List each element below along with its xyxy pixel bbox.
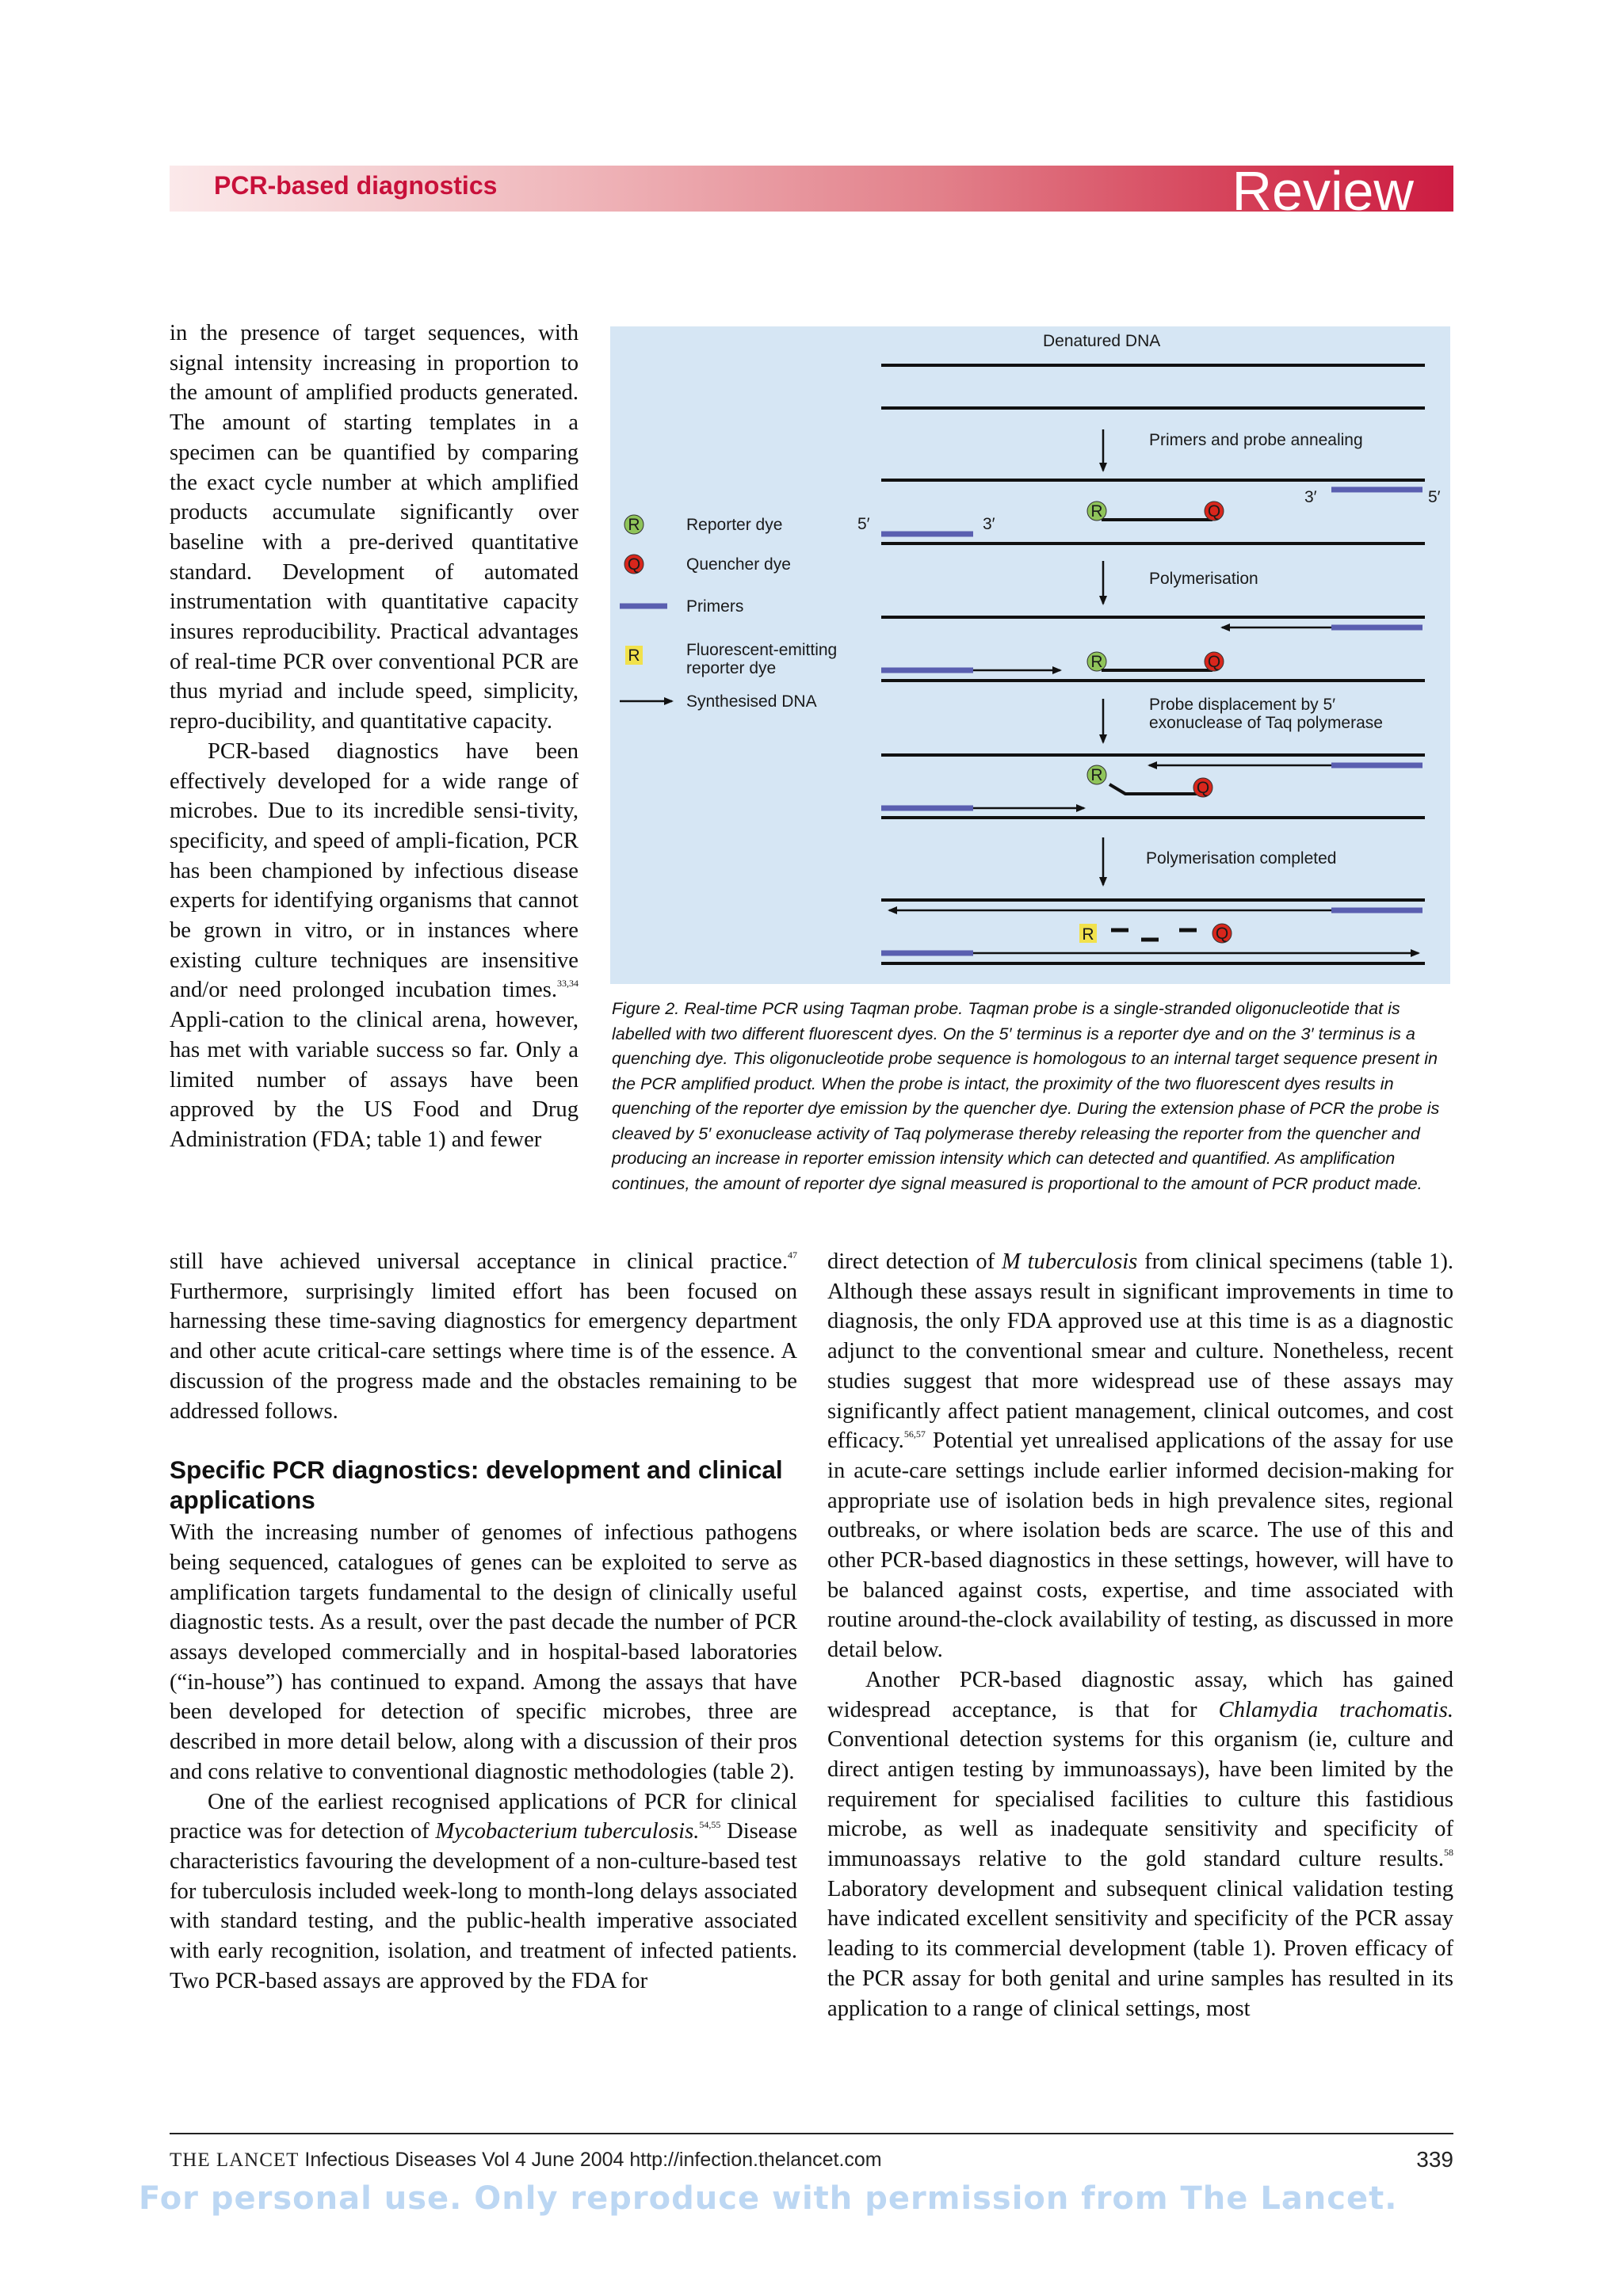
paragraph: With the increasing number of genomes of infectious pathogens being sequenced, catalogues of genes can be exploited to serve as amplification targets fundamental to the design of clinically useful diagnostic tests. As a result, over the past decade the number of PCR assays developed commercially and in hospital-based laboratories (“in-house”) has continued to expand. Among the assays that have been developed for detection of specific microbes, three are described in more detail below, along with a discussion of their pros and cons relative to conventional diagnostic methodologies (table 2). [170,1520,797,1784]
svg-text:R: R [1082,925,1094,944]
permission-watermark: For personal use. Only reproduce with permission from The Lancet. [139,2180,1398,2217]
end-label-3prime: 3′ [1304,488,1317,506]
legend-quencher: Quencher dye [686,555,791,574]
legend-fluorescent: reporter dye [686,659,777,677]
step-label-displacement: Probe displacement by 5′ [1149,696,1336,714]
displaced-probe [1109,784,1197,794]
reference-superscript: 56,57 [903,1428,926,1440]
legend-synthesised: Synthesised DNA [686,692,817,711]
reference-superscript: 58 [1444,1847,1453,1859]
page-number: 339 [1416,2147,1453,2172]
legend-reporter: Reporter dye [686,516,783,534]
step-label-polymerisation: Polymerisation [1149,570,1258,588]
legend-fluorescent: Fluorescent-emitting [686,641,838,659]
text-column-lower-right [827,1247,1453,2023]
step-label-denatured: Denatured DNA [1043,332,1161,350]
svg-text:R: R [628,646,640,665]
footer-citation: THE LANCET Infectious Diseases Vol 4 June 2004 http://infection.thelancet.com [170,2149,882,2171]
end-label-5prime: 5′ [1428,488,1441,506]
figure-2-diagram [610,326,1450,984]
text-column-upper-left [170,318,579,1155]
text-column-lower-left [170,1247,797,1996]
svg-text:Q: Q [627,555,641,574]
svg-text:R: R [1090,766,1103,784]
reference-superscript: 33,34 [557,978,579,990]
svg-text:R: R [1090,502,1103,521]
figure-legend [620,515,837,711]
paragraph: still have achieved universal acceptance in clinical practice.$^{47}$ Furthermore, surprisingly limited effort has been focused on harnessing these time-saving diagnostics for emergency department and other acute critical-care settings where time is of the essence. A discussion of the progress made and the obstacles remaining to be addressed follows. [170,1249,797,1424]
article-type-label: Review [1232,163,1414,212]
svg-text:R: R [628,516,640,534]
step-label-annealing: Primers and probe annealing [1149,431,1363,449]
svg-text:Q: Q [1196,779,1210,797]
section-title: PCR-based diagnostics [214,171,498,200]
step-label-completed: Polymerisation completed [1146,849,1337,868]
step-label-displacement: exonuclease of Taq polymerase [1149,714,1383,732]
end-label-3prime: 3′ [983,515,995,533]
end-label-5prime: 5′ [857,515,870,533]
paragraph: Another PCR-based diagnostic assay, which has gained widespread acceptance, is that for Chlamydia trachomatis. Conventional detection systems for this organism (ie, culture and direct antigen testing by immunoassays), have been limited by the requirement for specialised facilities to culture this fastidious microbe, as well as inadequate sensitivity and specificity of immunoassays relative to the gold standard culture results.$^{58}$ Laboratory development and subsequent clinical validation testing have indicated excellent sensitivity and specificity of the PCR assay leading to its commercial development (table 1). Proven efficacy of the PCR assay for both genital and urine samples has resulted in its application to a range of clinical settings, most [827,1667,1453,2021]
paragraph: PCR-based diagnostics have been effectively developed for a wide range of microbes. Due to its incredible sensi-tivity, specificity, and speed of ampli-fication, PCR has been championed by infectious disease experts for identifying organisms that cannot be grown in vitro, or in instances where existing culture techniques are insensitive and/or need prolonged incubation times.$^{33,34}$ Appli-cation to the clinical arena, however, has met with variable success so far. Only a limited number of assays have been approved by the US Food and Drug Administration (FDA; table 1) and fewer [170,738,579,1152]
svg-text:R: R [1090,653,1103,671]
svg-text:Q: Q [1207,653,1221,671]
paragraph: in the presence of target sequences, with signal intensity increasing in proportion to the amount of amplified products generated. The amount of starting templates in a specimen can be quantified by comparing the exact cycle number at which amplified products accumulate significantly over baseline with a pre-derived quantitative standard. Development of automated instrumentation with quantitative capacity insures reproducibility. Practical advantages of real-time PCR over conventional PCR are thus myriad and include speed, simplicity, repro-ducibility, and quantitative capacity. [170,321,579,734]
svg-text:Q: Q [1207,502,1221,521]
figure-caption: Figure 2. Real-time PCR using Taqman probe. Taqman probe is a single-stranded oligonucleotide that is labelled with two different fluorescent dyes. On the 5′ terminus is a reporter dye and on the 3′ terminus is a quenching dye. This oligonucleotide probe sequence is homologous to an internal target sequence present in the PCR amplified product. When the probe is intact, the proximity of the two fluorescent dyes results in quenching of the reporter dye emission by the quencher dye. During the extension phase of PCR the probe is cleaved by 5′ exonuclease activity of Taq polymerase thereby releasing the reporter from the quencher and producing an increase in reporter emission intensity which can detected and quantified. As amplification continues, the amount of reporter dye signal measured is proportional to the amount of PCR product made. [612,998,1440,1193]
footer-divider [170,2133,1453,2134]
paragraph: One of the earliest recognised applications of PCR for clinical practice was for detection of Mycobacterium tuberculosis.$^{54,55}$ Disease characteristics favouring the development of a non-culture-based test for tuberculosis included week-long to month-long delays associated with standard testing, and the public-health imperative associated with early recognition, isolation, and treatment of infected patients. Two PCR-based assays are approved by the FDA for [170,1789,798,1993]
paragraph: direct detection of M tuberculosis from clinical specimens (table 1). Although these assays result in significant improvements in time to diagnosis, the only FDA approved use at this time is as a diagnostic adjunct to the conventional smear and culture. Nonetheless, recent studies suggest that more widespread use of these assays may significantly affect patient management, clinical outcomes, and cost efficacy.$^{56,57}$ Potential yet unrealised applications of the assay for use in acute-care settings include earlier informed decision-making for appropriate use of isolation beds in high prevalence sites, regional outbreaks, or where isolation beds are scarce. The use of this and other PCR-based diagnostics in these settings, however, will have to be balanced against costs, expertise, and time associated with routine around-the-clock availability of testing, as discussed in more detail below. [827,1249,1454,1663]
section-heading: Specific PCR diagnostics: development and clinical applications [170,1455,783,1515]
reference-superscript: 47 [788,1249,797,1261]
taqman-diagram [610,326,1450,984]
legend-primers: Primers [686,597,744,616]
svg-text:Q: Q [1215,925,1229,943]
reference-superscript: 54,55 [699,1819,721,1831]
